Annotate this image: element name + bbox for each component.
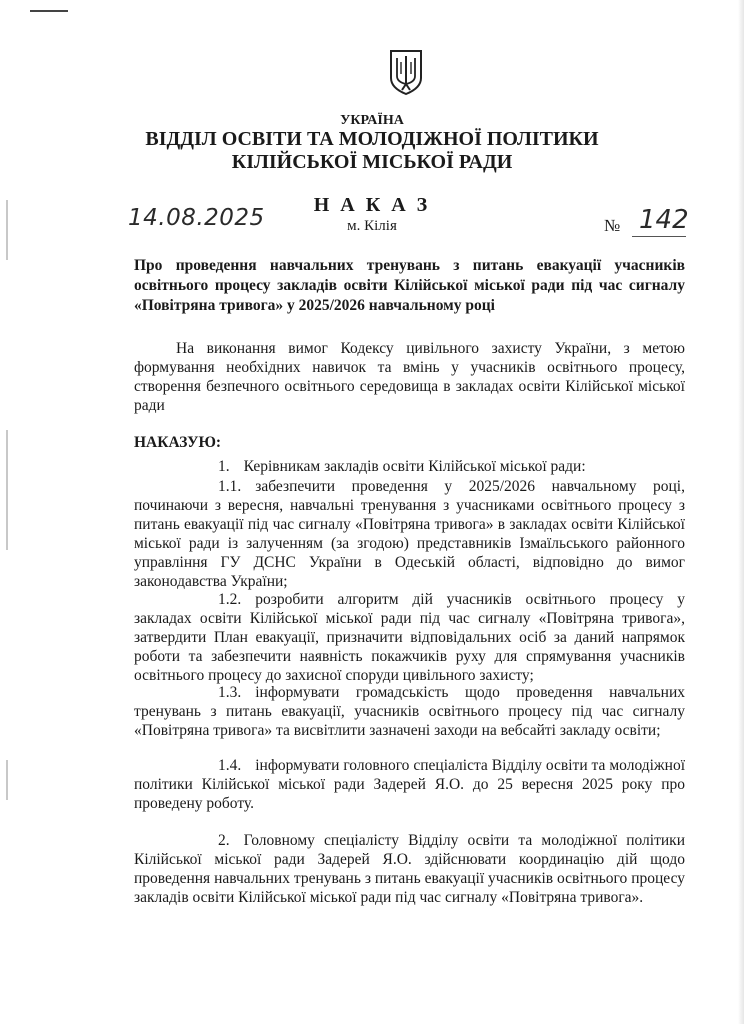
- country-heading: УКРАЇНА: [340, 113, 404, 128]
- item-text: Керівникам закладів освіти Кілійської міської ради:: [243, 458, 586, 475]
- order-item-1-3: [134, 683, 685, 740]
- handwritten-date: 14.08.2025: [128, 205, 265, 231]
- order-item-1: [134, 457, 685, 476]
- item-number: 2.: [218, 832, 230, 849]
- item-number: 1.2.: [218, 591, 242, 608]
- order-item-1-2: [134, 590, 685, 685]
- order-item-1-1: [134, 477, 685, 591]
- scan-mark: [30, 10, 68, 12]
- number-label: №: [604, 216, 621, 235]
- item-text: інформувати громадськість щодо проведення навчальних тренувань з питань евакуації, учасників освітнього процесу під час сигналу «Повітряна тривога» та висвітлити зазначені заходи на вебсайті закладу освіти;: [134, 684, 685, 739]
- item-number: 1.3.: [218, 684, 242, 701]
- item-text: Головному спеціалісту Відділу освіти та молодіжної політики Кілійської міської ради Задерей Я.О. здійснювати координацію дій щодо проведення навчальних тренувань з питань евакуації учасників освітнього процесу закладів освіти Кілійської міської ради під час сигналу «Повітряна тривога».: [134, 832, 685, 906]
- intro-paragraph: На виконання вимог Кодексу цивільного захисту України, з метою формування необхідних навичок та вмінь у учасників освітнього процесу, створення безпечного освітнього середовища в закладах освіти Кілійської міської ради: [134, 340, 685, 414]
- place-label: м. Кілія: [347, 218, 397, 234]
- handwritten-number: 142: [639, 205, 689, 235]
- order-item-1-4: [134, 756, 685, 813]
- coat-of-arms-icon: [388, 48, 424, 96]
- department-heading: ВІДДІЛ ОСВІТИ ТА МОЛОДІЖНОЇ ПОЛІТИКИ: [145, 128, 599, 150]
- document-type-heading: Н А К А З: [313, 194, 431, 216]
- scan-speck: [6, 760, 8, 800]
- document-title: Про проведення навчальних тренувань з питань евакуації учасників освітнього процесу закладів освіти Кілійської міської ради під час сигналу «Повітряна тривога» у 2025/2026 навчальному році: [134, 257, 685, 314]
- orders-heading: НАКАЗУЮ:: [134, 434, 222, 451]
- item-text: інформувати головного спеціаліста Відділу освіти та молодіжної політики Кілійської міської ради Задерей Я.О. до 25 вересня 2025 року про проведену роботу.: [134, 757, 685, 812]
- item-number: 1.1.: [218, 478, 242, 495]
- item-text: забезпечити проведення у 2025/2026 навчальному році, починаючи з вересня, навчальні тренування з учасниками освітнього процесу з питань евакуації під час сигналу «Повітряна тривога» в закладах освіти Кілійської міської ради із залученням (за згодою) представників Ізмаїльського районного управління ГУ ДСНС України в Одеській області, відповідно до вимог законодавства України;: [134, 478, 685, 590]
- scan-speck: [6, 430, 8, 550]
- council-heading: КІЛІЙСЬКОЇ МІСЬКОЇ РАДИ: [231, 151, 513, 173]
- item-text: розробити алгоритм дій учасників освітнього процесу у закладах освіти Кілійської міської ради під час сигналу «Повітряна тривога», затвердити План евакуації, призначити відповідальних осіб за даний напрямок роботи та забезпечити наявність покажчиків руху для спрямування учасників освітнього процесу до захисної споруди цивільного захисту;: [134, 591, 685, 684]
- item-number: 1.: [218, 458, 230, 475]
- number-underline: [632, 236, 686, 237]
- order-item-2: [134, 831, 685, 907]
- item-number: 1.4.: [218, 757, 242, 774]
